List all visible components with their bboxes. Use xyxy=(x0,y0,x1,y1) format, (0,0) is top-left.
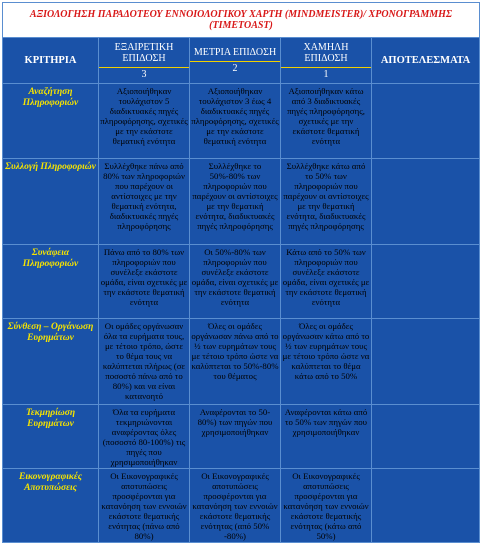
cell-moderate: Όλες οι ομάδες οργάνωσαν πάνω από το ½ των ευρημάτων τους με τέτοιο τρόπο ώστε να καλύπτεται το 50%-80% του θέματος xyxy=(190,319,281,405)
table-title: ΑΞΙΟΛΟΓΗΣΗ ΠΑΡΑΔΟΤΕΟΥ ΕΝΝΟΙΟΛΟΓΙΚΟΥ ΧΑΡΤΗ (MINDMEISTER)/ ΧΡΟΝΟΓΡΑΜΜΗΣ (TIMETOAST) xyxy=(3,3,480,38)
cell-low: Συλλέχθηκε κάτω από το 50% των πληροφοριών που παρέχουν οι αντίστοιχες με την θεματική ενότητα, διαδικτυακές πηγές πληροφόρησης xyxy=(281,159,372,245)
header-moderate-label: ΜΕΤΡΙΑ ΕΠΙΔΟΣΗ xyxy=(193,47,277,58)
cell-results[interactable] xyxy=(372,245,480,319)
table-row xyxy=(3,84,480,159)
table-row xyxy=(3,405,480,469)
header-excellent-label: ΕΞΑΙΡΕΤΙΚΗ ΕΠΙΔΟΣΗ xyxy=(114,41,174,64)
cell-results[interactable] xyxy=(372,469,480,543)
cell-low: Κάτω από το 50% των πληροφοριών που συνέλεξε εκάστοτε ομάδα, είναι σχετικές με την εκάστοτε θεματική ενότητα xyxy=(281,245,372,319)
cell-moderate: Αξιοποιήθηκαν τουλάχιστον 3 έως 4 διαδικτυακές πηγές πληροφόρησης, σχετικές με την εκάστοτε θεματική ενότητα xyxy=(190,84,281,159)
table-row xyxy=(3,159,480,245)
rubric-table xyxy=(2,2,480,543)
cell-excellent: Οι ομάδες οργάνωσαν όλα τα ευρήματα τους, με τέτοιο τρόπο, ώστε το θέμα τους να καλύπτεται πλήρως (σε ποσοστό πάνω από το 80%) και να είναι κατανοητό xyxy=(99,319,190,405)
cell-results[interactable] xyxy=(372,159,480,245)
cell-results[interactable] xyxy=(372,405,480,469)
cell-excellent: Πάνω από το 80% των πληροφοριών που συνέλεξε εκάστοτε ομάδα, είναι σχετικές με την εκάστοτε θεματική ενότητα xyxy=(99,245,190,319)
score-low: 1 xyxy=(281,67,371,80)
header-results: ΑΠΟΤΕΛΕΣΜΑΤΑ xyxy=(372,38,480,84)
table-row xyxy=(3,245,480,319)
criterion-label: Σύνθεση – Οργάνωση Ευρημάτων xyxy=(3,319,99,405)
cell-excellent: Συλλέχθηκε πάνω από 80% των πληροφοριών που παρέχουν οι αντίστοιχες με την θεματική ενότητα, διαδικτυακές πηγές πληροφόρησης xyxy=(99,159,190,245)
cell-excellent: Οι Εικονογραφικές αποτυπώσεις προσφέρονται για κατανόηση των εννοιών εκάστοτε θεματικής ενότητας (πάνω από 80%) xyxy=(99,469,190,543)
cell-results[interactable] xyxy=(372,84,480,159)
table-row xyxy=(3,319,480,405)
header-moderate xyxy=(190,38,281,84)
header-low-label: ΧΑΜΗΛΗ ΕΠΙΔΟΣΗ xyxy=(303,41,349,64)
cell-excellent: Αξιοποιήθηκαν τουλάχιστον 5 διαδικτυακές πηγές πληροφόρησης, σχετικές με την εκάστοτε θεματική ενότητα xyxy=(99,84,190,159)
header-excellent xyxy=(99,38,190,84)
cell-low: Αναφέρονται κάτω από το 50% των πηγών που χρησιμοποιήθηκαν xyxy=(281,405,372,469)
score-moderate: 2 xyxy=(190,61,280,74)
criterion-label: Τεκμηρίωση Ευρημάτων xyxy=(3,405,99,469)
cell-moderate: Αναφέρονται το 50-80%) των πηγών που χρησιμοποιήθηκαν xyxy=(190,405,281,469)
criterion-label: Συλλογή Πληροφοριών xyxy=(3,159,99,245)
criterion-label: Εικονογραφικές Αποτυπώσεις xyxy=(3,469,99,543)
cell-moderate: Οι Εικονογραφικές αποτυπώσεις προσφέρονται για κατανόηση των εννοιών εκάστοτε θεματικής ενότητας (από 50% -80%) xyxy=(190,469,281,543)
cell-results[interactable] xyxy=(372,319,480,405)
table-row xyxy=(3,469,480,543)
cell-excellent: Όλα τα ευρήματα τεκμηριώνονται αναφέροντας όλες (ποσοστό 80-100%) τις πηγές που χρησιμοποιήθηκαν xyxy=(99,405,190,469)
score-excellent: 3 xyxy=(99,67,189,80)
criterion-label: Συνάφεια Πληροφοριών xyxy=(3,245,99,319)
header-low xyxy=(281,38,372,84)
cell-low: Αξιοποιήθηκαν κάτω από 3 διαδικτυακές πηγές πληροφόρησης, σχετικές με την εκάστοτε θεματική ενότητα xyxy=(281,84,372,159)
cell-moderate: Συλλέχθηκε το 50%-80% των πληροφοριών που παρέχουν οι αντίστοιχες με την θεματική ενότητα, διαδικτυακές πηγές πληροφόρησης xyxy=(190,159,281,245)
cell-low: Όλες οι ομάδες οργάνωσαν κάτω από το ½ των ευρημάτων τους με τέτοιο τρόπο ώστε να καλύπτεται το θέμα κάτω από το 50% xyxy=(281,319,372,405)
header-criteria: ΚΡΙΤΗΡΙΑ xyxy=(3,38,99,84)
criterion-label: Αναζήτηση Πληροφοριών xyxy=(3,84,99,159)
cell-low: Οι Εικονογραφικές αποτυπώσεις προσφέρονται για κατανόηση των εννοιών εκάστοτε θεματικής ενότητας (κάτω από 50%) xyxy=(281,469,372,543)
cell-moderate: Οι 50%-80% των πληροφοριών που συνέλεξε εκάστοτε ομάδα, είναι σχετικές με την εκάστοτε θεματική ενότητα xyxy=(190,245,281,319)
